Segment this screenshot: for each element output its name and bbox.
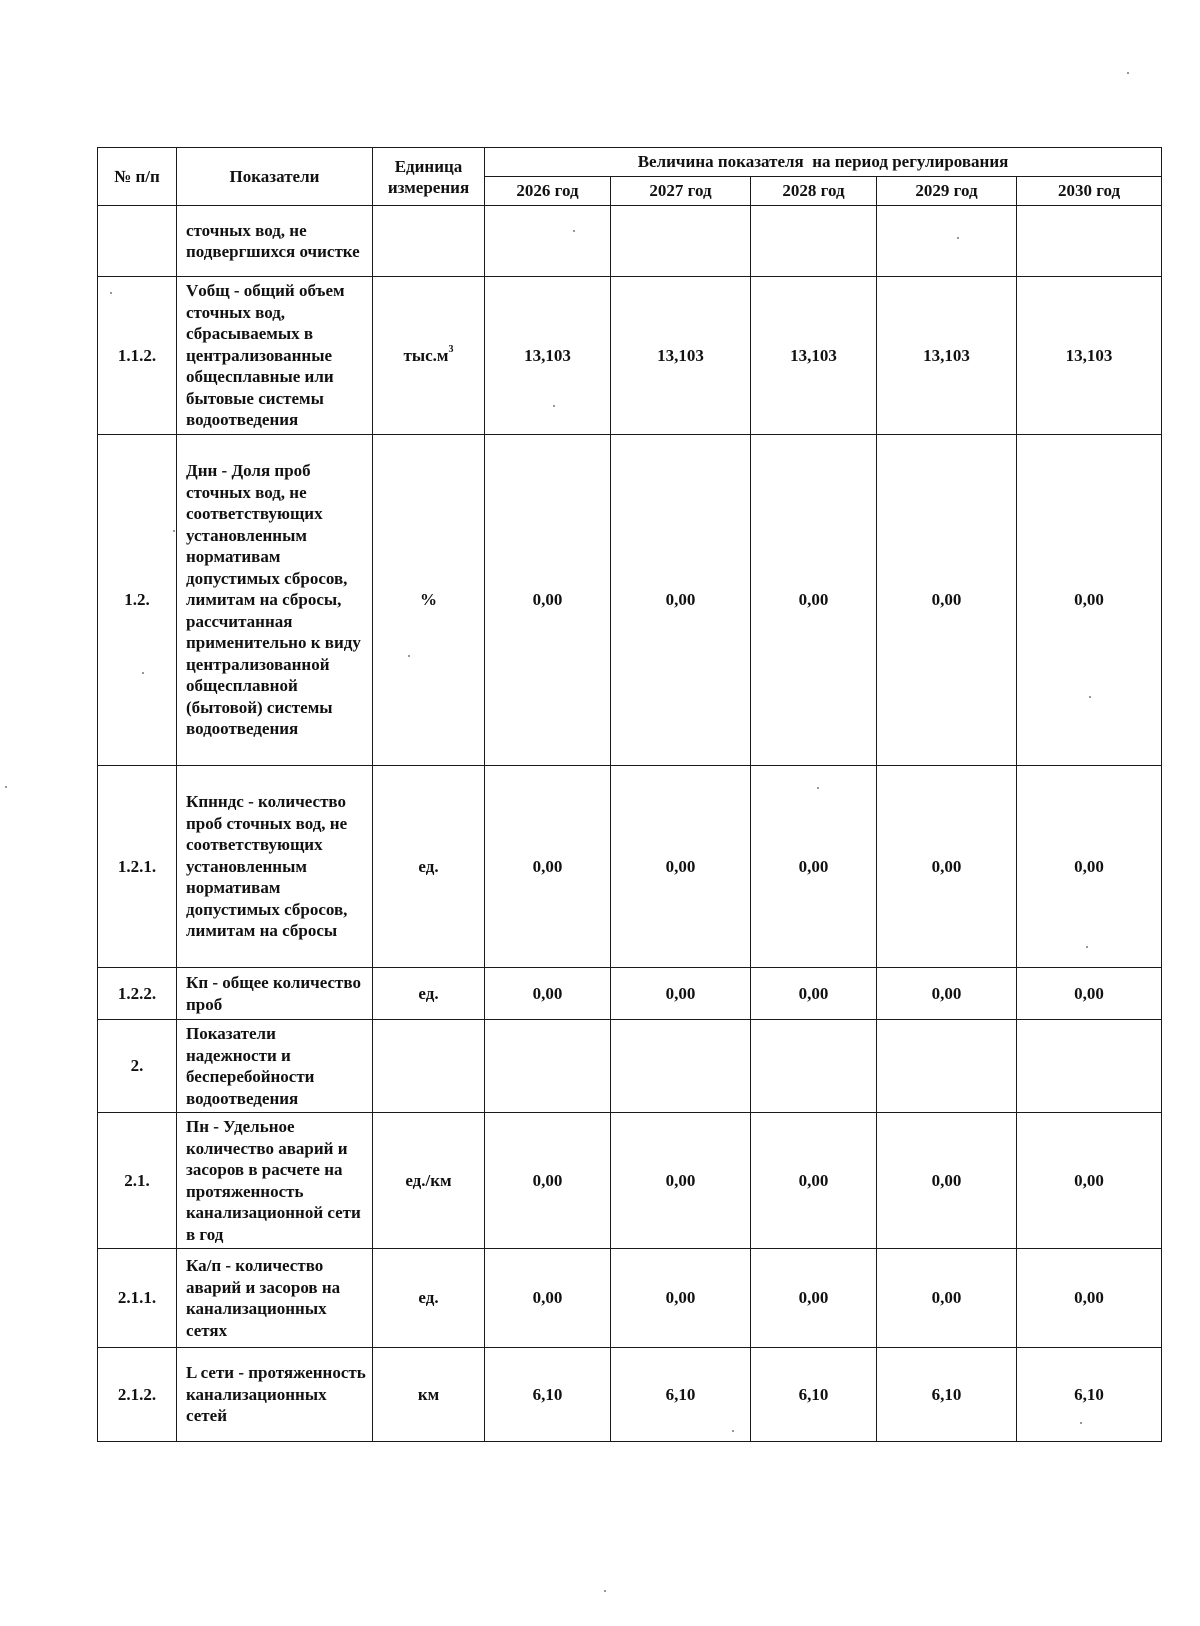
value-cell: 0,00: [751, 435, 877, 766]
unit-label: тыс.м: [403, 345, 449, 365]
unit-cell: [373, 206, 485, 277]
value-cell: 0,00: [751, 766, 877, 968]
row-number: 2.: [98, 1020, 177, 1113]
value-cell: [1017, 1020, 1162, 1113]
value-cell: 0,00: [877, 766, 1017, 968]
value-cell: 0,00: [611, 1113, 751, 1249]
value-cell: 0,00: [485, 766, 611, 968]
value-cell: 0,00: [485, 1113, 611, 1249]
header-unit: Единица измерения: [373, 148, 485, 206]
indicator-name: Днн - Доля проб сточных вод, не соответствующих установленным нормативам допустимых сбросов, лимитам на сбросы, рассчитанная применительно к виду централизованной общесплавной (бытовой) системы водоотведения: [177, 435, 373, 766]
value-cell: 0,00: [751, 1113, 877, 1249]
value-cell: [877, 1020, 1017, 1113]
header-num: № п/п: [98, 148, 177, 206]
value-cell: 13,103: [485, 277, 611, 435]
value-cell: 0,00: [611, 968, 751, 1020]
table-row: [98, 1113, 1162, 1249]
value-cell: 6,10: [1017, 1348, 1162, 1442]
value-cell: [751, 206, 877, 277]
unit-label: ед./км: [405, 1170, 452, 1190]
value-cell: [751, 1020, 877, 1113]
value-cell: 0,00: [1017, 766, 1162, 968]
header-period: Величина показателя на период регулирования: [485, 148, 1162, 177]
value-cell: 13,103: [877, 277, 1017, 435]
header-year-2029: 2029 год: [877, 177, 1017, 206]
indicator-name: Показатели надежности и бесперебойности водоотведения: [177, 1020, 373, 1113]
value-cell: 0,00: [877, 1113, 1017, 1249]
value-cell: 0,00: [877, 435, 1017, 766]
table-row: [98, 206, 1162, 277]
value-cell: [611, 206, 751, 277]
value-cell: 13,103: [1017, 277, 1162, 435]
unit-cell: [373, 277, 485, 435]
value-cell: 0,00: [611, 435, 751, 766]
unit-label: ед.: [418, 1288, 439, 1308]
value-cell: 13,103: [611, 277, 751, 435]
indicator-name: L сети - протяженность канализационных сетей: [177, 1348, 373, 1442]
unit-cell: [373, 435, 485, 766]
value-cell: 6,10: [751, 1348, 877, 1442]
value-cell: 0,00: [611, 1249, 751, 1348]
value-cell: 0,00: [1017, 435, 1162, 766]
unit-label: км: [417, 1384, 440, 1404]
unit-label: %: [420, 590, 437, 610]
value-cell: 0,00: [751, 968, 877, 1020]
row-number: 2.1.: [98, 1113, 177, 1249]
header-year-2028: 2028 год: [751, 177, 877, 206]
value-cell: 0,00: [611, 766, 751, 968]
unit-label: ед.: [418, 983, 439, 1003]
indicator-name: Пн - Удельное количество аварий и засоров в расчете на протяженность канализационной сети в год: [177, 1113, 373, 1249]
table-body: [98, 206, 1162, 1442]
value-cell: 0,00: [751, 1249, 877, 1348]
value-cell: 0,00: [485, 968, 611, 1020]
value-cell: 6,10: [611, 1348, 751, 1442]
row-number: 1.2.: [98, 435, 177, 766]
unit-cell: [373, 1249, 485, 1348]
value-cell: 0,00: [1017, 1249, 1162, 1348]
value-cell: [877, 206, 1017, 277]
value-cell: [1017, 206, 1162, 277]
row-number: 2.1.1.: [98, 1249, 177, 1348]
header-year-2030: 2030 год: [1017, 177, 1162, 206]
unit-superscript: 3: [448, 344, 454, 356]
table-row: [98, 435, 1162, 766]
row-number: 2.1.2.: [98, 1348, 177, 1442]
header-year-2027: 2027 год: [611, 177, 751, 206]
unit-cell: [373, 968, 485, 1020]
indicators-table: [97, 147, 1162, 1442]
indicator-name: Кп - общее количество проб: [177, 968, 373, 1020]
row-number: 1.2.1.: [98, 766, 177, 968]
table-row: [98, 1249, 1162, 1348]
row-number: [98, 206, 177, 277]
indicator-name: Ка/п - количество аварий и засоров на канализационных сетях: [177, 1249, 373, 1348]
indicator-name: Vобщ - общий объем сточных вод, сбрасываемых в централизованные общесплавные или бытовые системы водоотведения: [177, 277, 373, 435]
unit-label: ед.: [418, 856, 439, 876]
table-row: [98, 968, 1162, 1020]
value-cell: [611, 1020, 751, 1113]
value-cell: [485, 1020, 611, 1113]
value-cell: 0,00: [877, 968, 1017, 1020]
value-cell: 13,103: [751, 277, 877, 435]
value-cell: 0,00: [1017, 968, 1162, 1020]
value-cell: 6,10: [485, 1348, 611, 1442]
header-indicators: Показатели: [177, 148, 373, 206]
unit-cell: [373, 1020, 485, 1113]
table-row: [98, 766, 1162, 968]
value-cell: 0,00: [1017, 1113, 1162, 1249]
row-number: 1.1.2.: [98, 277, 177, 435]
value-cell: 6,10: [877, 1348, 1017, 1442]
value-cell: 0,00: [877, 1249, 1017, 1348]
value-cell: 0,00: [485, 1249, 611, 1348]
value-cell: 0,00: [485, 435, 611, 766]
row-number: 1.2.2.: [98, 968, 177, 1020]
unit-cell: [373, 766, 485, 968]
table-row: [98, 1020, 1162, 1113]
table-row: [98, 277, 1162, 435]
indicator-name: сточных вод, не подвергшихся очистке: [177, 206, 373, 277]
header-year-2026: 2026 год: [485, 177, 611, 206]
unit-cell: [373, 1113, 485, 1249]
value-cell: [485, 206, 611, 277]
table-row: [98, 1348, 1162, 1442]
indicator-name: Кпнндс - количество проб сточных вод, не соответствующих установленным нормативам допустимых сбросов, лимитам на сбросы: [177, 766, 373, 968]
unit-cell: [373, 1348, 485, 1442]
